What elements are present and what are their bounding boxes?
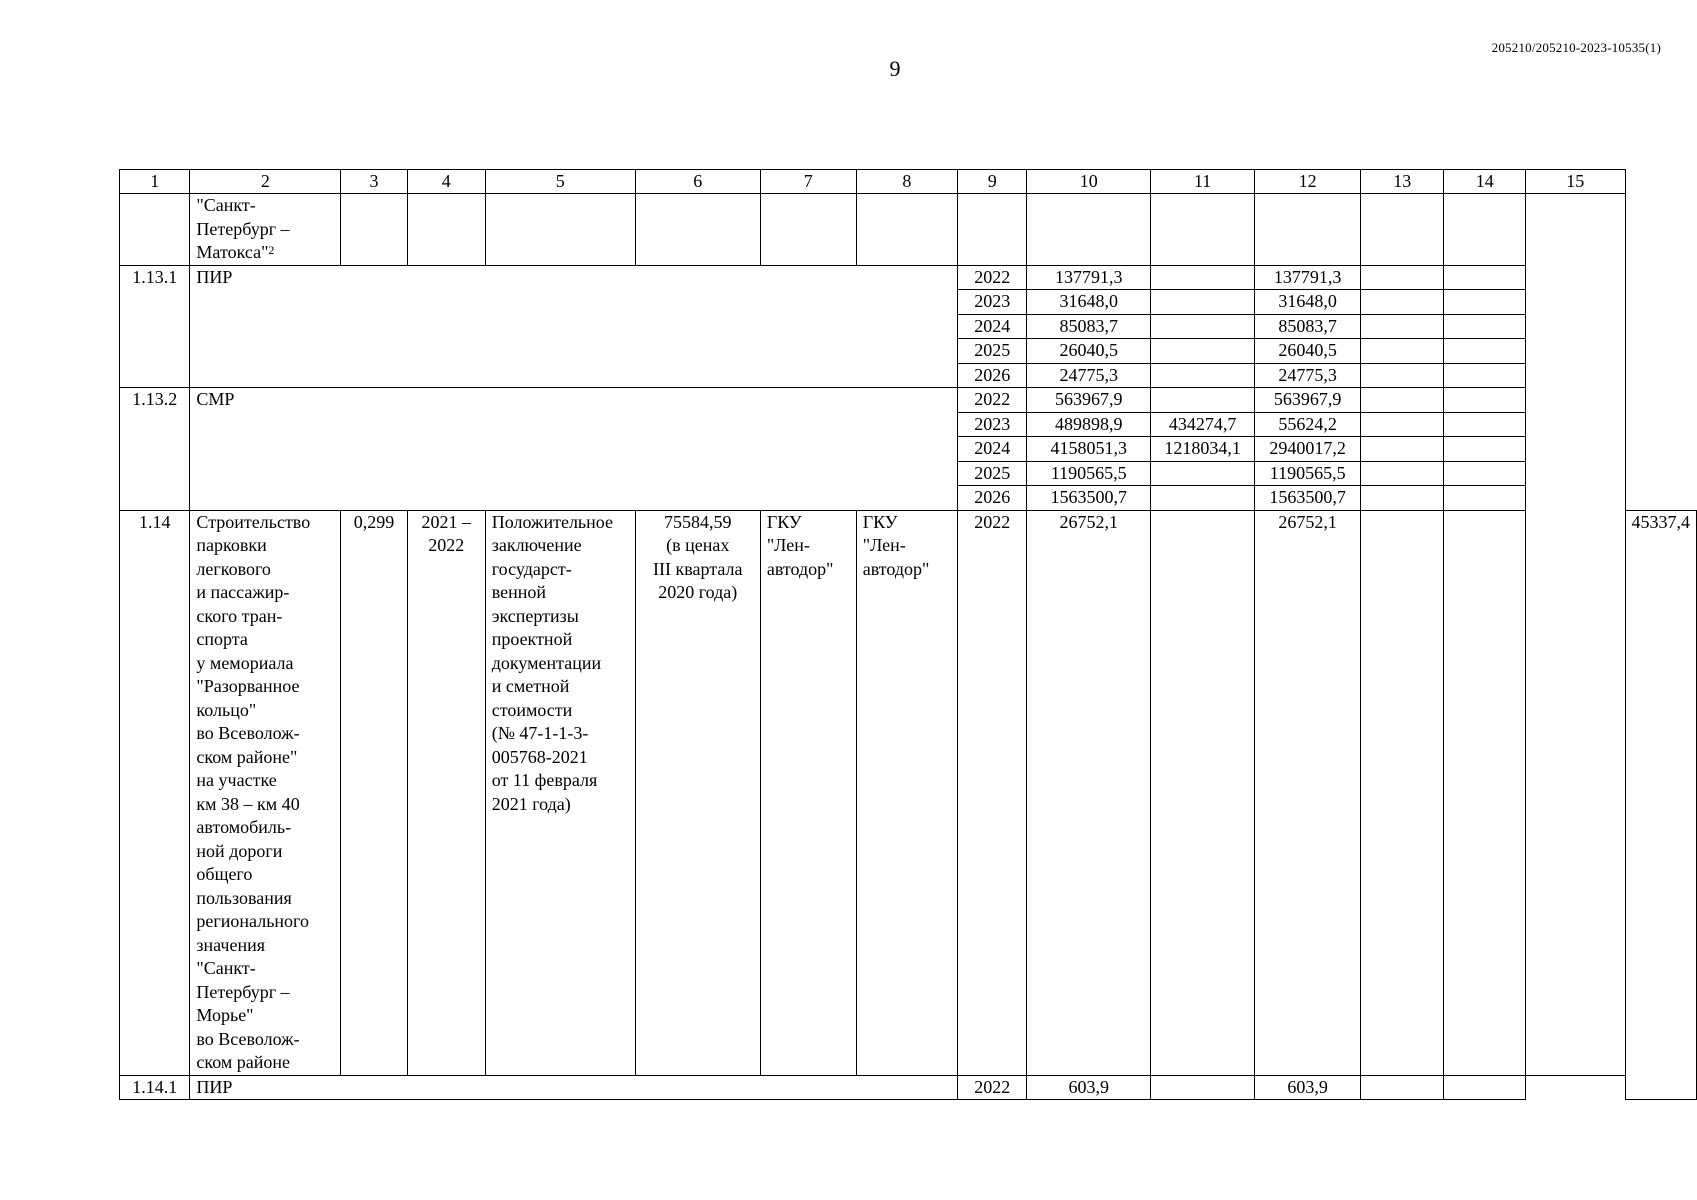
name-line: Петербург – — [196, 218, 290, 239]
developer-line: автодор" — [862, 558, 930, 579]
document-line: венной — [491, 582, 546, 602]
name-line: на участке — [196, 770, 277, 790]
name-line-text: Матокса" — [196, 242, 269, 262]
table-row — [120, 1075, 1697, 1100]
table-cell — [1151, 194, 1255, 266]
item-name — [190, 510, 341, 1075]
col12-cell: 2940017,2 — [1255, 437, 1361, 462]
table-cell — [1361, 363, 1444, 388]
col11-cell — [1151, 510, 1255, 1075]
total-cell: 489898,9 — [1027, 412, 1151, 437]
year-cell: 2023 — [958, 412, 1027, 437]
developer-cell — [856, 510, 957, 1075]
item-number: 1.14.1 — [120, 1075, 190, 1100]
name-line: и пассажир- — [196, 582, 290, 602]
col12-cell: 26040,5 — [1255, 339, 1361, 364]
budget-table — [119, 169, 1697, 1100]
year-cell: 2026 — [958, 363, 1027, 388]
total-cell: 4158051,3 — [1027, 437, 1151, 462]
document-line: заключение — [491, 535, 582, 555]
document-line: от 11 февраля — [491, 770, 598, 790]
year-cell: 2025 — [958, 339, 1027, 364]
header-cell: 8 — [856, 170, 957, 194]
cost-line: 75584,59 — [664, 511, 732, 532]
col11-cell — [1151, 486, 1255, 511]
name-line: спорта — [196, 629, 248, 649]
table-cell — [1444, 314, 1526, 339]
col12-cell: 24775,3 — [1255, 363, 1361, 388]
table-cell — [1444, 363, 1526, 388]
table-cell — [1361, 388, 1444, 413]
name-line: км 38 – км 40 — [196, 793, 300, 814]
table-cell — [1444, 265, 1526, 290]
cost-cell — [635, 510, 760, 1075]
year-cell: 2022 — [958, 265, 1027, 290]
table-cell — [856, 194, 957, 266]
year-cell: 2026 — [958, 486, 1027, 511]
table-cell — [1361, 510, 1444, 1075]
header-cell: 12 — [1255, 170, 1361, 194]
header-cell: 5 — [485, 170, 635, 194]
col11-cell — [1151, 363, 1255, 388]
name-line — [196, 241, 334, 265]
table-row — [120, 510, 1697, 1075]
document-line: 2021 года) — [491, 793, 571, 814]
col12-cell: 1563500,7 — [1255, 486, 1361, 511]
table-cell — [1361, 412, 1444, 437]
document-line: (№ 47-1-1-3- — [491, 723, 589, 743]
year-cell: 2024 — [958, 314, 1027, 339]
header-cell: 1 — [120, 170, 190, 194]
col15-value: 45337,4 — [1625, 510, 1697, 1100]
col12-cell: 31648,0 — [1255, 290, 1361, 315]
table-cell — [1361, 265, 1444, 290]
capacity-cell: 0,299 — [341, 510, 407, 1075]
table-cell — [1444, 1075, 1526, 1100]
table-cell — [1444, 194, 1526, 266]
table-cell — [1444, 412, 1526, 437]
table-cell — [1444, 290, 1526, 315]
col12-cell: 603,9 — [1255, 1075, 1361, 1100]
item-number: 1.13.1 — [120, 265, 190, 388]
table-cell — [485, 194, 635, 266]
footnote-mark: 2 — [268, 243, 275, 257]
table-cell — [1027, 194, 1151, 266]
col11-cell: 1218034,1 — [1151, 437, 1255, 462]
table-cell — [1444, 461, 1526, 486]
name-line: "Санкт- — [196, 195, 256, 215]
col11-cell — [1151, 388, 1255, 413]
name-line: значения — [196, 934, 266, 955]
total-cell: 137791,3 — [1027, 265, 1151, 290]
table-cell — [958, 194, 1027, 266]
item-number: 1.14 — [120, 510, 190, 1075]
header-cell: 10 — [1027, 170, 1151, 194]
header-cell: 2 — [190, 170, 341, 194]
document-line: государст- — [491, 558, 572, 579]
table-row — [120, 265, 1697, 290]
table-cell — [1255, 194, 1361, 266]
document-line: документации — [491, 652, 602, 673]
customer-line: автодор" — [766, 558, 834, 579]
col15-cell — [1526, 194, 1625, 1076]
header-cell: 13 — [1361, 170, 1444, 194]
period-cell — [407, 510, 485, 1075]
name-line: ском районе — [196, 1052, 291, 1072]
name-line: у мемориала — [196, 652, 294, 673]
table-cell — [1361, 486, 1444, 511]
document-line: экспертизы — [491, 605, 579, 626]
total-cell: 26752,1 — [1027, 510, 1151, 1075]
document-line: стоимости — [491, 699, 573, 720]
table-cell — [1361, 290, 1444, 315]
col12-cell: 26752,1 — [1255, 510, 1361, 1075]
year-cell: 2025 — [958, 461, 1027, 486]
customer-line: "Лен- — [766, 535, 810, 555]
name-line: во Всеволож- — [196, 1028, 300, 1049]
customer-line: ГКУ — [766, 511, 802, 532]
table-cell — [1361, 437, 1444, 462]
table-cell — [120, 194, 190, 266]
name-line: Строительство — [196, 511, 311, 532]
table-cell — [1361, 194, 1444, 266]
name-line: Морье" — [196, 1005, 254, 1025]
name-line: кольцо" — [196, 699, 257, 720]
cost-line: (в ценах — [666, 535, 730, 555]
year-cell: 2022 — [958, 388, 1027, 413]
table-row — [120, 194, 1697, 266]
header-cell: 15 — [1526, 170, 1625, 194]
table-cell — [341, 194, 407, 266]
total-cell: 1563500,7 — [1027, 486, 1151, 511]
name-line: пользования — [196, 887, 292, 908]
period-line: 2021 – — [421, 511, 471, 532]
item-label: СМР — [190, 388, 958, 511]
header-cell: 9 — [958, 170, 1027, 194]
name-line: парковки — [196, 535, 267, 555]
col11-cell — [1151, 314, 1255, 339]
document-line: и сметной — [491, 676, 570, 696]
page-number: 9 — [889, 56, 901, 81]
year-cell: 2024 — [958, 437, 1027, 462]
table-cell — [1361, 1075, 1444, 1100]
col11-cell: 434274,7 — [1151, 412, 1255, 437]
header-cell: 4 — [407, 170, 485, 194]
col11-cell — [1151, 265, 1255, 290]
item-label: ПИР — [190, 1075, 958, 1100]
document-line: Положительное — [491, 511, 613, 532]
cost-line: III квартала — [653, 558, 743, 579]
item-number: 1.13.2 — [120, 388, 190, 511]
developer-line: ГКУ — [862, 511, 898, 532]
name-line: легкового — [196, 558, 271, 579]
table-header-row — [120, 170, 1697, 194]
developer-line: "Лен- — [862, 535, 906, 555]
col11-cell — [1151, 339, 1255, 364]
total-cell: 85083,7 — [1027, 314, 1151, 339]
col11-cell — [1151, 1075, 1255, 1100]
table-cell — [1361, 339, 1444, 364]
col12-cell: 55624,2 — [1255, 412, 1361, 437]
col11-cell — [1151, 290, 1255, 315]
continued-item-name — [190, 194, 341, 266]
col12-cell: 137791,3 — [1255, 265, 1361, 290]
cost-line: 2020 года) — [658, 582, 738, 602]
document-cell — [485, 510, 635, 1075]
name-line: "Разорванное — [196, 676, 300, 696]
total-cell: 26040,5 — [1027, 339, 1151, 364]
table-cell — [635, 194, 760, 266]
table-cell — [1444, 388, 1526, 413]
year-cell: 2022 — [958, 1075, 1027, 1100]
total-cell: 563967,9 — [1027, 388, 1151, 413]
total-cell: 1190565,5 — [1027, 461, 1151, 486]
header-cell: 6 — [635, 170, 760, 194]
total-cell: 31648,0 — [1027, 290, 1151, 315]
table-row — [120, 388, 1697, 413]
document-line: 005768-2021 — [491, 746, 588, 767]
col12-cell: 85083,7 — [1255, 314, 1361, 339]
table-cell — [407, 194, 485, 266]
name-line: ского тран- — [196, 605, 283, 626]
name-line: автомобиль- — [196, 817, 292, 837]
header-cell: 3 — [341, 170, 407, 194]
col11-cell — [1151, 461, 1255, 486]
document-line: проектной — [491, 629, 573, 649]
name-line: общего — [196, 864, 253, 884]
header-cell: 14 — [1444, 170, 1526, 194]
year-cell: 2022 — [958, 510, 1027, 1075]
name-line: ной дороги — [196, 840, 283, 861]
document-registration-number: 205210/205210-2023-10535(1) — [1491, 40, 1661, 55]
name-line: во Всеволож- — [196, 723, 300, 743]
table-cell — [760, 194, 856, 266]
period-line: 2022 — [428, 535, 465, 555]
total-cell: 24775,3 — [1027, 363, 1151, 388]
table-cell — [1444, 437, 1526, 462]
col12-cell: 563967,9 — [1255, 388, 1361, 413]
table-cell — [1444, 486, 1526, 511]
header-cell: 7 — [760, 170, 856, 194]
header-cell: 11 — [1151, 170, 1255, 194]
table-cell — [1444, 339, 1526, 364]
table-cell — [1361, 461, 1444, 486]
table-cell — [1444, 510, 1526, 1075]
name-line: Петербург – — [196, 981, 290, 1002]
name-line: регионального — [196, 911, 309, 931]
total-cell: 603,9 — [1027, 1075, 1151, 1100]
item-label: ПИР — [190, 265, 958, 388]
col12-cell: 1190565,5 — [1255, 461, 1361, 486]
customer-cell — [760, 510, 856, 1075]
name-line: "Санкт- — [196, 958, 256, 978]
name-line: ском районе" — [196, 746, 298, 767]
table-cell — [1361, 314, 1444, 339]
year-cell: 2023 — [958, 290, 1027, 315]
